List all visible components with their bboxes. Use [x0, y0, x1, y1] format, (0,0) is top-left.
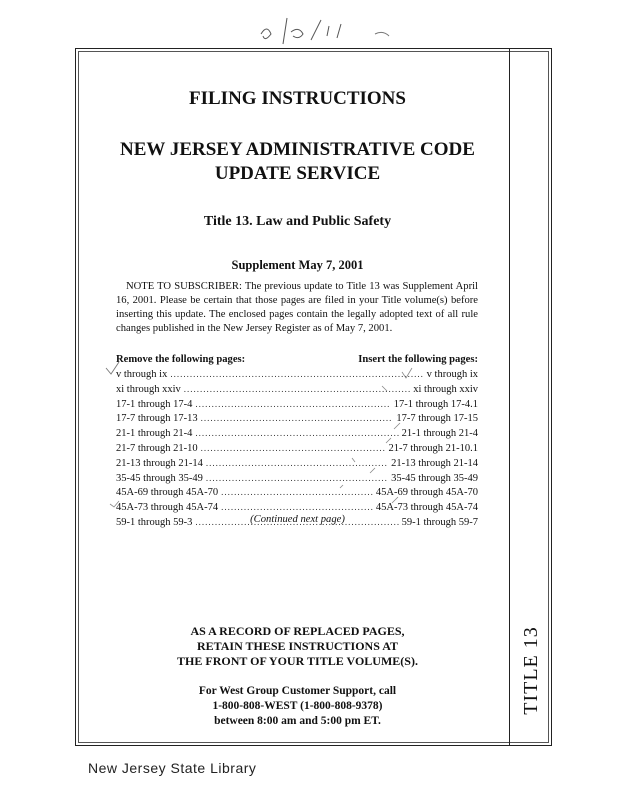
continued-note: (Continued next page)	[250, 514, 345, 525]
remove-pages: 45A-69 through 45A-70	[116, 487, 219, 499]
table-row	[116, 473, 478, 488]
remove-header: Remove the following pages:	[116, 354, 246, 365]
leader-dots	[201, 413, 394, 423]
title-tab	[516, 620, 546, 720]
support-line-2: 1-800-808-WEST (1-800-808-9378)	[212, 700, 383, 712]
insert-pages: v through ix	[426, 369, 478, 380]
pages-table	[116, 369, 478, 532]
subscriber-note: NOTE TO SUBSCRIBER: The previous update to Title 13 was Supplement April 16, 2001. Please be certain that those pages are filed in your Title volume(s) before inserting this update. The enclosed pages contain the legally adopted text of all rule changes published in the New Jersey Register as of May 7, 2001.	[116, 281, 478, 334]
page-title: FILING INSTRUCTIONS	[189, 88, 406, 109]
table-row	[116, 413, 478, 428]
leader-dots	[221, 502, 373, 512]
leader-dots	[184, 384, 411, 394]
remove-pages: v through ix	[116, 369, 168, 380]
insert-pages: 17-7 through 17-15	[396, 413, 478, 425]
insert-pages: 21-13 through 21-14	[391, 457, 478, 469]
remove-pages: 35-45 through 35-49	[116, 472, 203, 484]
insert-pages: 17-1 through 17-4.1	[393, 398, 478, 410]
remove-pages: 21-13 through 21-14	[116, 457, 203, 469]
remove-pages: xi through xxiv	[116, 383, 181, 395]
insert-pages: 21-1 through 21-4	[401, 428, 478, 440]
leader-dots	[206, 458, 388, 468]
insert-pages: 45A-69 through 45A-70	[375, 487, 478, 499]
supplement-date: Supplement May 7, 2001	[231, 258, 364, 272]
table-row	[116, 369, 478, 384]
insert-pages: 21-7 through 21-10.1	[388, 442, 478, 454]
remove-pages: 21-1 through 21-4	[116, 428, 193, 440]
insert-header: Insert the following pages:	[358, 354, 478, 365]
record-line-3: THE FRONT OF YOUR TITLE VOLUME(S).	[177, 654, 418, 668]
record-notice	[100, 624, 495, 669]
customer-support	[100, 684, 495, 729]
title-number: Title 13. Law and Public Safety	[203, 214, 392, 229]
leader-dots	[170, 369, 423, 379]
leader-dots	[201, 443, 386, 453]
tab-divider	[509, 48, 510, 746]
table-row	[116, 443, 478, 458]
pages-table-header	[116, 354, 478, 368]
record-line-2: RETAIN THESE INSTRUCTIONS AT	[196, 639, 399, 653]
insert-pages: 45A-73 through 45A-74	[375, 502, 478, 514]
leader-dots	[195, 428, 398, 438]
leader-dots	[195, 399, 390, 409]
remove-pages: 17-1 through 17-4	[116, 398, 193, 410]
insert-pages: 59-1 through 59-7	[401, 516, 478, 528]
code-title-line1: NEW JERSEY ADMINISTRATIVE CODE	[120, 139, 475, 160]
table-row	[116, 384, 478, 399]
library-stamp: New Jersey State Library	[88, 760, 257, 776]
remove-pages: 45A-73 through 45A-74	[116, 502, 219, 514]
code-title-line2: UPDATE SERVICE	[214, 163, 381, 184]
table-row	[116, 399, 478, 414]
table-row	[116, 487, 478, 502]
insert-pages: xi through xxiv	[413, 383, 478, 395]
leader-dots	[206, 473, 388, 483]
code-title	[100, 138, 495, 186]
remove-pages: 21-7 through 21-10	[116, 442, 198, 454]
support-line-3: between 8:00 am and 5:00 pm ET.	[214, 715, 381, 727]
remove-pages: 59-1 through 59-3	[116, 516, 193, 528]
leader-dots	[221, 487, 373, 497]
title-tab-label: TITLE 13	[519, 625, 542, 715]
record-line-1: AS A RECORD OF REPLACED PAGES,	[190, 624, 405, 638]
table-row	[116, 458, 478, 473]
support-line-1: For West Group Customer Support, call	[198, 685, 397, 697]
remove-pages: 17-7 through 17-13	[116, 413, 198, 425]
handwritten-date-mark	[255, 14, 405, 48]
insert-pages: 35-45 through 35-49	[391, 472, 478, 484]
table-row	[116, 428, 478, 443]
